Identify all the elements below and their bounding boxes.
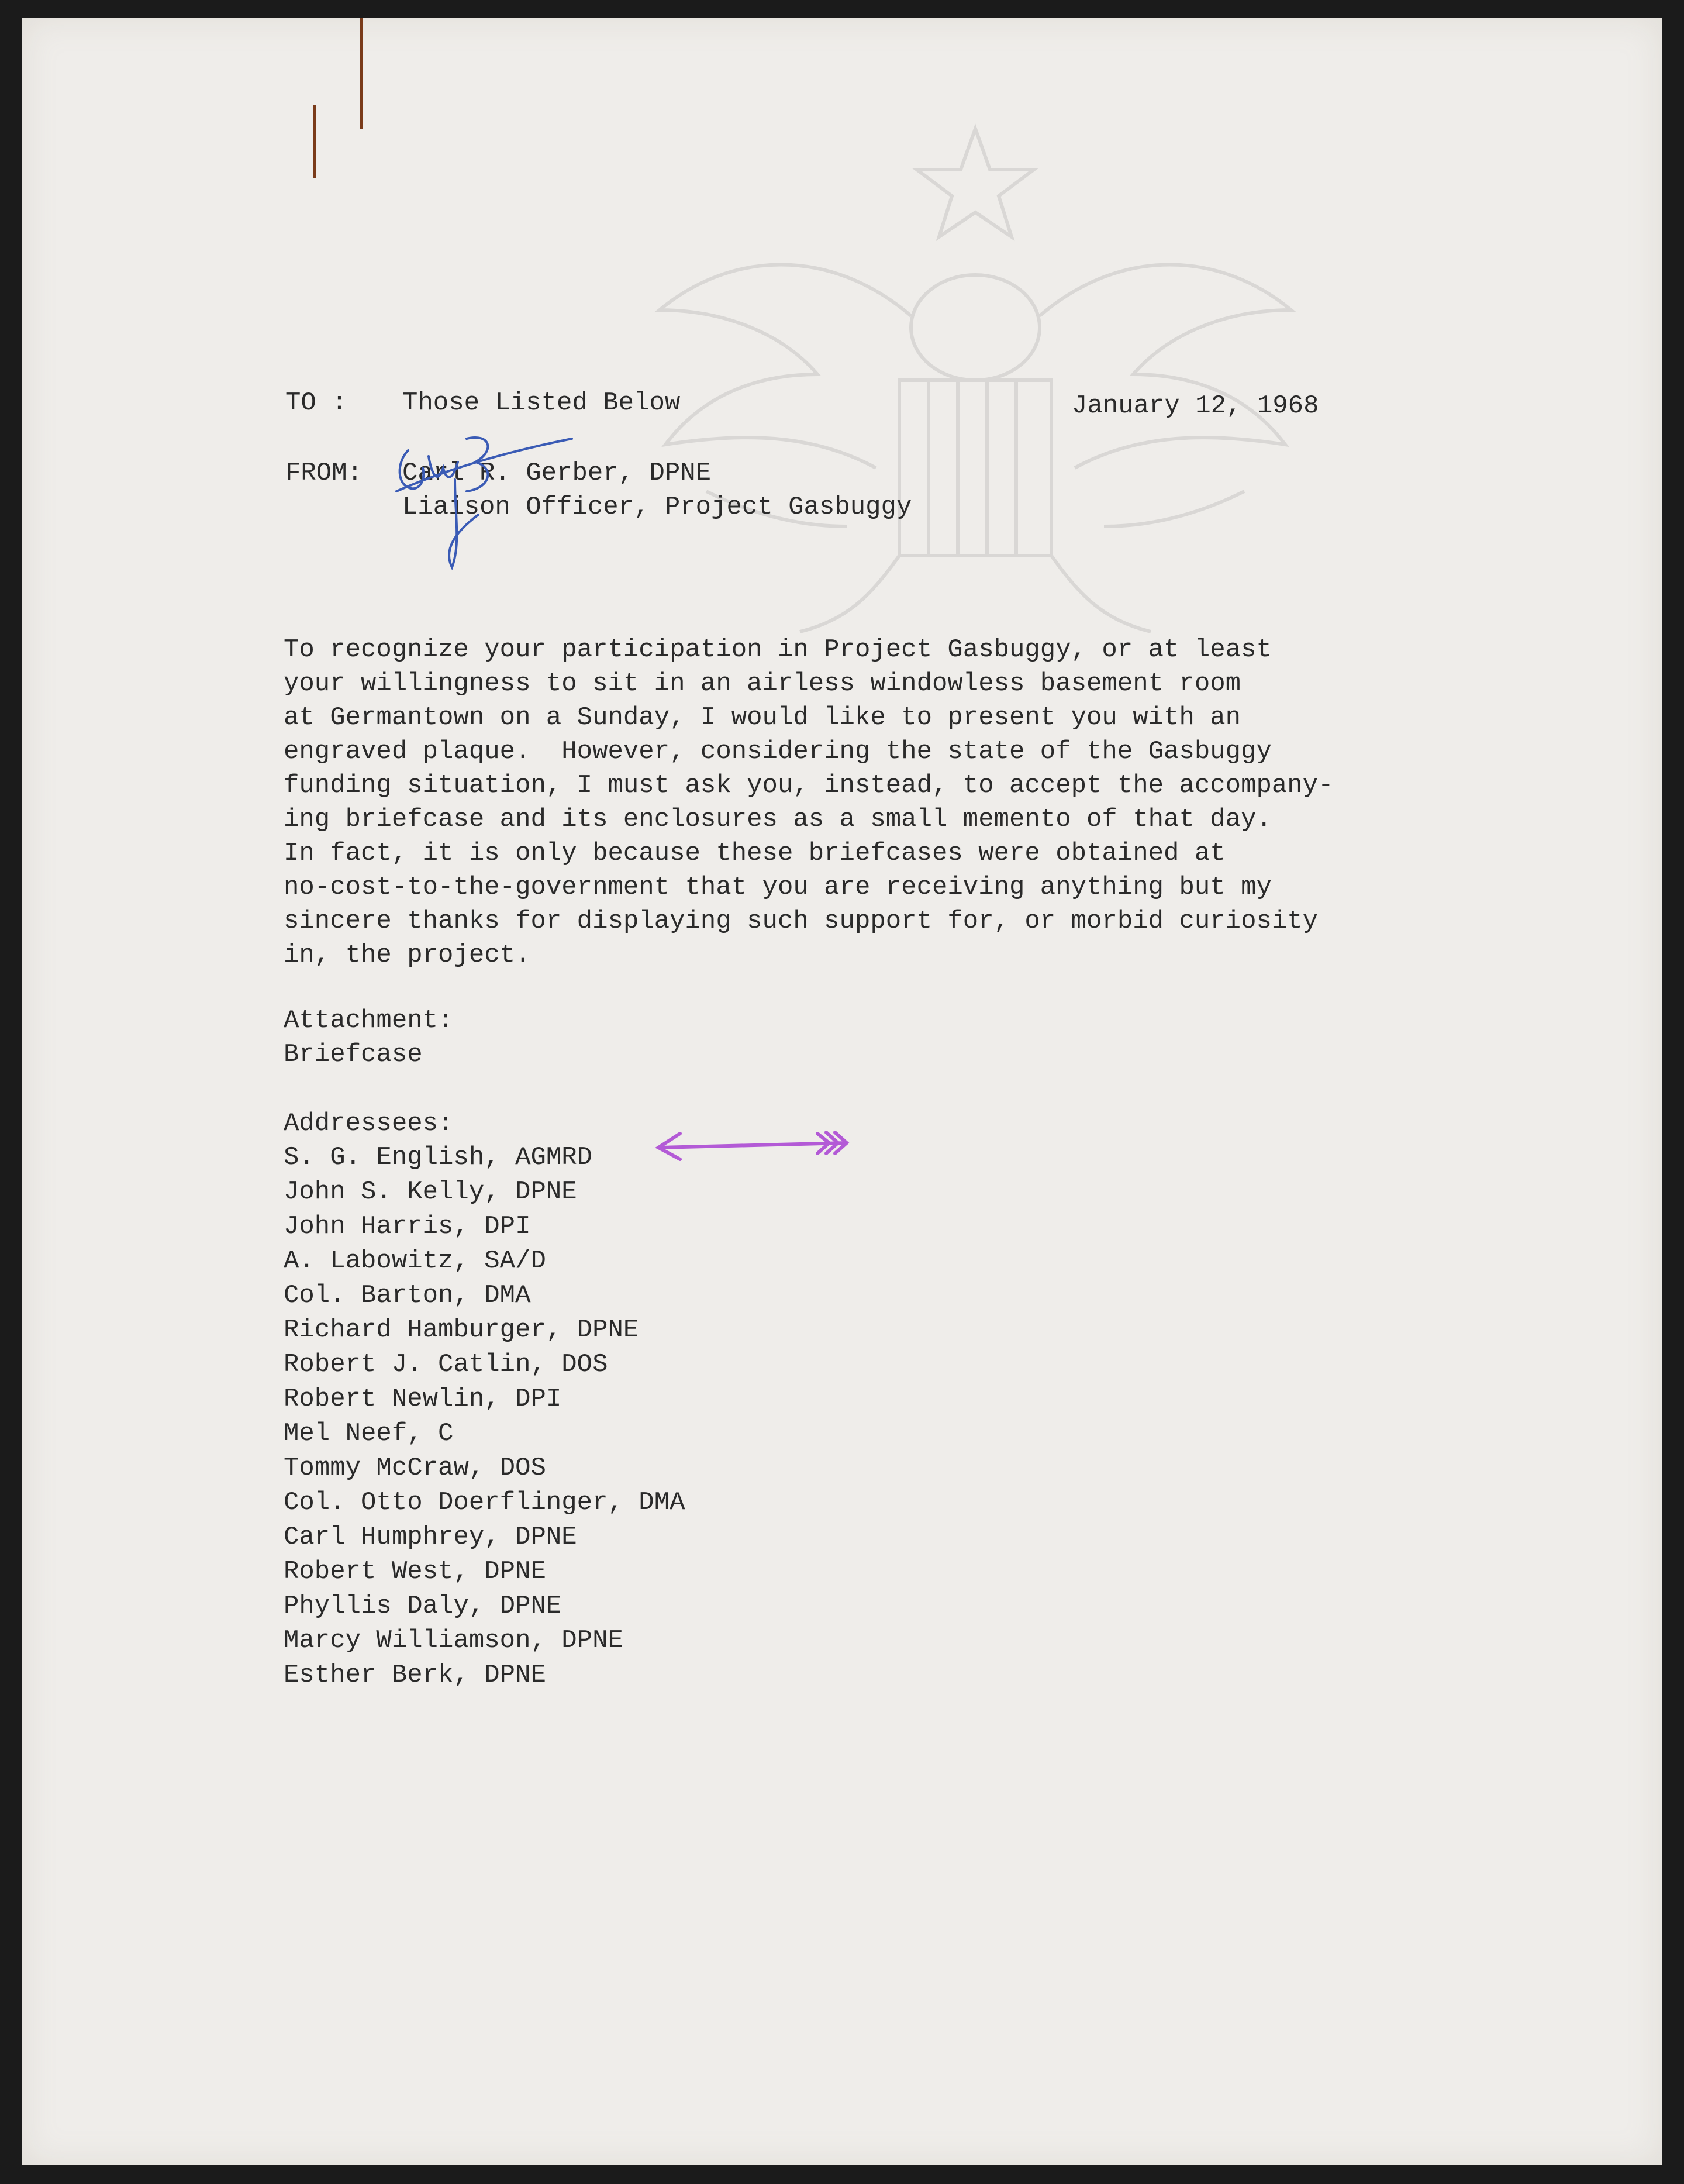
addressee-item: Tommy McCraw, DOS bbox=[284, 1453, 546, 1483]
to-label: TO : bbox=[285, 388, 347, 418]
to-value: Those Listed Below bbox=[402, 388, 681, 418]
addressee-item: Col. Otto Doerflinger, DMA bbox=[284, 1488, 685, 1517]
addressee-item: Carl Humphrey, DPNE bbox=[284, 1522, 577, 1552]
addressee-item: Robert J. Catlin, DOS bbox=[284, 1350, 608, 1379]
addressees-label: Addressees: bbox=[284, 1109, 454, 1138]
addressee-item: Robert West, DPNE bbox=[284, 1557, 546, 1586]
body-line: sincere thanks for displaying such support for, or morbid curiosity bbox=[284, 907, 1319, 936]
addressee-item: Robert Newlin, DPI bbox=[284, 1384, 562, 1414]
body-line: ing briefcase and its enclosures as a small memento of that day. bbox=[284, 805, 1272, 834]
memo-page bbox=[22, 18, 1662, 2165]
body-line: funding situation, I must ask you, instead, to accept the accompany- bbox=[284, 771, 1334, 800]
body-line: in, the project. bbox=[284, 941, 531, 970]
handwritten-initials-signature bbox=[379, 415, 613, 591]
body-line: at Germantown on a Sunday, I would like to present you with an bbox=[284, 703, 1241, 732]
addressee-item: Esther Berk, DPNE bbox=[284, 1661, 546, 1690]
addressee-item: Phyllis Daly, DPNE bbox=[284, 1592, 562, 1621]
addressee-item: Mel Neef, C bbox=[284, 1419, 454, 1448]
body-line: To recognize your participation in Project Gasbuggy, or at least bbox=[284, 635, 1272, 664]
addressee-item: A. Labowitz, SA/D bbox=[284, 1246, 546, 1276]
addressee-item: Richard Hamburger, DPNE bbox=[284, 1315, 639, 1345]
addressee-item: Marcy Williamson, DPNE bbox=[284, 1626, 623, 1655]
attachment-item: Briefcase bbox=[284, 1040, 423, 1069]
body-line: no-cost-to-the-government that you are receiving anything but my bbox=[284, 873, 1272, 902]
addressee-item: John Harris, DPI bbox=[284, 1212, 531, 1241]
body-line: engraved plaque. However, considering the state of the Gasbuggy bbox=[284, 737, 1272, 766]
from-title: Liaison Officer, Project Gasbuggy bbox=[402, 492, 912, 522]
addressee-item: John S. Kelly, DPNE bbox=[284, 1177, 577, 1207]
body-line: your willingness to sit in an airless windowless basement room bbox=[284, 669, 1241, 698]
staple-mark-icon bbox=[279, 18, 385, 205]
memo-date: January 12, 1968 bbox=[1072, 391, 1319, 421]
from-name: Carl R. Gerber, DPNE bbox=[402, 459, 712, 488]
addressee-item: Col. Barton, DMA bbox=[284, 1281, 531, 1310]
addressee-item: S. G. English, AGMRD bbox=[284, 1143, 593, 1172]
attachment-label: Attachment: bbox=[284, 1006, 454, 1035]
from-label: FROM: bbox=[285, 459, 363, 488]
purple-arrow-icon bbox=[648, 1123, 858, 1170]
seal-watermark-icon bbox=[624, 117, 1326, 643]
body-line: In fact, it is only because these briefcases were obtained at bbox=[284, 839, 1226, 868]
